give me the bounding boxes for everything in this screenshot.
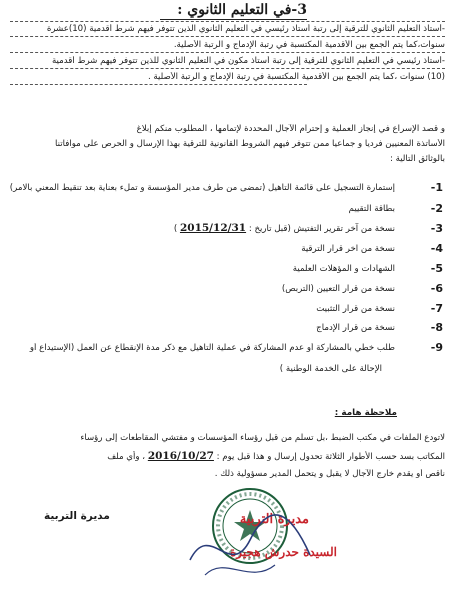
dashed-rule: [10, 21, 445, 22]
item-text-continued: الإحالة على الخدمة الوطنية ): [279, 364, 382, 374]
item-text-close: ): [173, 224, 178, 234]
item-number: 6-: [430, 282, 443, 295]
item-number: 9-: [430, 341, 443, 354]
note-line-tail: ، وأي ملف: [107, 452, 146, 462]
dashed-rule: [10, 84, 307, 85]
para-a-line: سنوات،كما يتم الجمع بين الأقدمية المكتسبة في رتبة الإدماج و الرتبة الأصلية.: [173, 40, 445, 50]
dashed-rule: [10, 68, 445, 69]
dashed-rule: [10, 52, 445, 53]
intro-line: بالوثائق التالية :: [389, 154, 445, 164]
item-text-with-date: [10, 223, 395, 235]
stamp-title: مديرة التربية: [239, 512, 309, 527]
item-number: 2-: [430, 202, 443, 215]
item-number: 7-: [430, 302, 443, 315]
item-text: نسخة من قرار الإدماج: [316, 323, 395, 333]
inspection-date: 2015/12/31: [179, 223, 247, 234]
item-text: طلب خطي بالمشاركة أو عدم المشاركة في عملية التأهيل مع ذكر مدة الإنقطاع عن العمل (الإستيداع أو: [29, 343, 395, 353]
item-text: نسخة من آخر قرار الترقية: [301, 244, 395, 254]
title-underline: [160, 19, 307, 20]
item-number: 3-: [430, 222, 443, 235]
item-text: إستمارة التسجيل على قائمة التأهيل (تمضى من طرف مدير المؤسسة و تملء بعناية بعد تنقيط المعني بالامر): [10, 183, 395, 193]
item-number: 1-: [430, 181, 443, 194]
note-line-with-date: [10, 451, 445, 463]
note-heading: ملاحظة هامة :: [334, 408, 397, 418]
deadline-date: 2016/10/27: [147, 451, 214, 462]
stamp-name: السيدة حدرش هجيرة: [229, 545, 337, 559]
intro-line: و قصد الإسراع في إنجاز العملية و إحترام الآجال المحددة لإتمامها ، المطلوب منكم إبلاغ: [136, 124, 445, 134]
note-line: المكاتب بسد حسب الأطوار الثلاثة تحدول إرسال و هذا قبل يوم :: [216, 452, 445, 462]
signature-label: مديرة التربية: [44, 510, 110, 522]
item-number: 8-: [430, 321, 443, 334]
item-text: نسخة من قرار التعيين (التربص): [281, 284, 395, 294]
dashed-rule: [10, 36, 445, 37]
note-line: ناقص أو يقدم خارج الآجال لا يقبل و يتحمل المدير مسؤولية ذلك .: [214, 469, 445, 479]
section-title: 3-في التعليم الثانوي :: [177, 2, 307, 18]
item-number: 5-: [430, 262, 443, 275]
item-text: بطاقة التقييم: [348, 204, 395, 214]
para-a-line: (10) سنوات ،كما يتم الجمع بين الأقدمية المكتسبة في رتبة الإدماج و الرتبة الأصلية .: [147, 72, 445, 82]
intro-line: الأساتذة المعنيين فرديا و جماعيا ممن تتوفر فيهم الشروط القانونية للترقية بهذا الإرسال و الحرص على موافاتنا: [54, 139, 445, 149]
para-a-line: -أستاذ التعليم الثانوي للترقية إلى رتبة أستاذ رئيسي في التعليم الثانوي الذين تتوفر فيهم شرط أقدمية (10)عشرة: [46, 24, 445, 34]
item-number: 4-: [430, 242, 443, 255]
item-text: نسخة من قرار التثبيت: [316, 304, 395, 314]
note-line: لاتودع الملفات في مكتب الضبط ،بل تسلم من قبل رؤساء المؤسسات و مفتشي المقاطعات إلى رؤساء: [80, 433, 445, 443]
item-text: نسخة من آخر تقرير التفتيش (قبل تاريخ :: [248, 224, 395, 234]
handwritten-signature-icon: [180, 500, 320, 595]
para-a-line: -أستاذ رئيسي في التعليم الثانوي للترقية إلى رتبة أستاذ مكون في التعليم الثانوي للذين تتوفر فيهم شرط أقدمية: [51, 56, 445, 66]
item-text: الشهادات و المؤهلات العلمية: [292, 264, 395, 274]
